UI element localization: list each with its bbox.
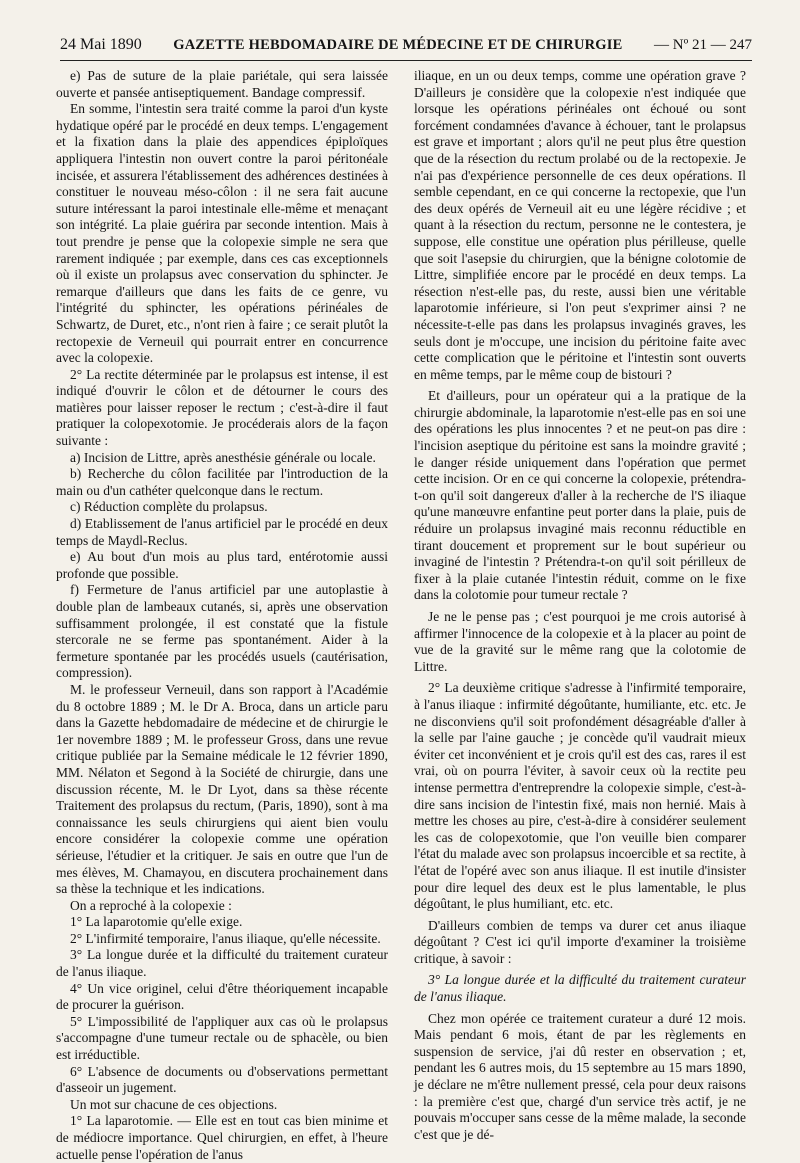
paragraph: e) Pas de suture de la plaie pariétale, qui sera laissée ouverte et pansée antiseptiquement. Bandage compressif. — [56, 68, 388, 100]
section-heading: 3° La longue durée et la difficulté du traitement curateur de l'anus iliaque. — [414, 972, 746, 1005]
paragraph: Un mot sur chacune de ces objections. — [70, 1096, 278, 1112]
running-header — [60, 36, 752, 60]
issue-page-number: — Nº 21 — 247 — [654, 37, 752, 53]
paragraph: iliaque, en un ou deux temps, comme une opération grave ? D'ailleurs je considère que la colopexie n'est indiquée que lorsque les opérations périnéales ont échoué ou sont forcément condamnées d'avance à échouer, tant le prolapsus est grave et important ; alors qu'il ne peut plus être question que de la résection du rectum prolabé ou de la rectopexie. Je n'ai pas d'expérience personnelle de ces deux opérations. Il semble cependant, en ce qui concerne la rectopexie, que l'un des deux opérés de Verneuil ait eu une légère récidive ; et quant à la résection du rectum, personne ne le contestera, je suppose, elle constitue une opération plus périlleuse, quelle que soit l'asepsie du chirurgien, que la bénigne colotomie de Littre, simplifiée encore par le procédé en deux temps. La résection n'est-elle pas, du reste, aussi bien une véritable laparotomie inférieure, si l'on peut s'exprimer ainsi ? ne nécessite-t-elle pas dans les prolapsus invaginés graves, les seuls dont je m'occupe, une incision du péritoine faite avec cette complication que le péritoine et l'intestin sont ouverts en même temps, par le même coup de bistouri ? — [414, 68, 746, 382]
paragraph: 2° L'infirmité temporaire, l'anus iliaque, qu'elle nécessite. — [70, 930, 381, 946]
paragraph: 6° L'absence de documents ou d'observations permettant d'asseoir un jugement. — [56, 1063, 388, 1096]
paragraph: 1° La laparotomie qu'elle exige. — [70, 914, 243, 930]
paragraph: a) Incision de Littre, après anesthésie générale ou locale. — [70, 449, 376, 465]
right-column — [414, 68, 746, 1142]
journal-title: GAZETTE HEBDOMADAIRE DE MÉDECINE ET DE CHIRURGIE — [173, 37, 623, 53]
paragraph: f) Fermeture de l'anus artificiel par une autoplastie à double plan de lambeaux cutanés, si, après une observation suffisamment prolongée, il est constaté que la fistule stercorale ne se ferme pas spontanément. Aider à la fermeture spontanée par les procédés usuels (cautérisation, compression). — [56, 582, 388, 681]
paragraph: 2° La rectite déterminée par le prolapsus est intense, il est indiqué d'ouvrir le côlon et de détourner le cours des matières pour laisser reposer le rectum ; c'est-à-dire il faut pratiquer la colopexotomie. Je procéderais alors de la façon suivante : — [56, 366, 388, 449]
paragraph: Chez mon opérée ce traitement curateur a duré 12 mois. Mais pendant 6 mois, étant de par les règlements en suspension de service, j'ai dû rester en observation ; et, pendant les 6 autres mois, du 15 septembre au 15 mars 1890, je déclare ne m'être nullement pressé, cela pour deux raisons : la première c'est que, chargé d'un service très actif, je ne pouvais m'occuper sans cesse de la même malade, la seconde c'est que je dé- — [414, 1010, 746, 1142]
paragraph: 4° Un vice originel, celui d'être théoriquement incapable de procurer la guérison. — [56, 980, 388, 1013]
paragraph: En somme, l'intestin sera traité comme la paroi d'un kyste hydatique opéré par le procédé en deux temps. L'engagement et la fixation dans la plaie des appendices épiploïques appliquera l'intestin non ouvert contre la paroi péritonéale incisée, et assurera l'établissement des adhérences destinées à constituer le nouveau méso-côlon : il ne sera fait aucune suture intéressant la paroi intestinale elle-même et menaçant son intégrité. La plaie guérira par seconde intention. Mais à tout prendre je pense que la colopexie simple ne sera que rarement indiquée ; par exemple, dans ces cas exceptionnels où il existe un prolapsus avec conservation du sphincter. Je remarque d'ailleurs que dans les faits de ce genre, vu l'intégrité du sphincter, les opérations périnéales de Schwartz, de Duret, etc., n'ont rien à faire ; ce serait plutôt la rectopexie de Verneuil qui pourrait entrer en concurrence avec la colopexie. — [56, 101, 388, 366]
paragraph: On a reproché à la colopexie : — [70, 897, 232, 913]
left-column — [56, 68, 388, 1162]
header-rule — [60, 60, 752, 61]
paragraph: b) Recherche du côlon facilitée par l'introduction de la main ou d'un cathéter quelconque dans le rectum. — [56, 466, 388, 498]
paragraph: Et d'ailleurs, pour un opérateur qui a la pratique de la chirurgie abdominale, la laparotomie n'est-elle pas en soi une des opérations les plus innocentes ? et ne peut-on pas dire : l'incision aseptique du péritoine est sans la moindre gravité ; le danger réside uniquement dans l'opération que permet cette incision. Or en ce qui concerne la colopexie, prétendra-t-on qu'il soit dangereux d'aller à la recherche de l'S iliaque qu'une manœuvre enfantine peut porter dans la plaie, puis de réduire un prolapsus invaginé mais reconnu réductible en tirant doucement et proprement sur le bout supérieur ou invaginé de l'intestin ? Prétendra-t-on qu'il soit périlleux de fixer à la plaie cutanée l'intestin réduit, comme on le fixe dans la colotomie pour tumeur rectale ? — [414, 388, 746, 603]
paragraph: 3° La longue durée et la difficulté du traitement curateur de l'anus iliaque. — [56, 947, 388, 980]
paragraph: 1° La laparotomie. — Elle est en tout cas bien minime et de médiocre importance. Quel chirurgien, en effet, à l'heure actuelle pense l'opération de l'anus — [56, 1113, 388, 1162]
paragraph: M. le professeur Verneuil, dans son rapport à l'Académie du 8 octobre 1889 ; M. le Dr A. Broca, dans un article paru dans la Gazette hebdomadaire de médecine et de chirurgie le 1er novembre 1889 ; M. le professeur Gross, dans une revue critique publiée par la Semaine médicale le 12 février 1890, MM. Nélaton et Segond à la Société de chirurgie, dans une discussion récente, M. le Dr Lyot, dans sa thèse récente Traitement des prolapsus du rectum, (Paris, 1890), sont à ma connaissance les seuls chirurgiens qui aient bien voulu encore considérer la colopexie comme une opération sérieuse, l'étudier et la critiquer. Je sais en outre que l'un de mes élèves, M. Chamayou, en discutera prochainement dans sa thèse la technique et les indications. — [56, 681, 388, 897]
paragraph: c) Réduction complète du prolapsus. — [70, 499, 268, 515]
paragraph: D'ailleurs combien de temps va durer cet anus iliaque dégoûtant ? C'est ici qu'il importe d'examiner la troisième critique, à savoir : — [414, 917, 746, 966]
paragraph: Je ne le pense pas ; c'est pourquoi je me crois autorisé à affirmer l'innocence de la colopexie et à la placer au point de vue de la gravité sur le même rang que la colotomie de Littre. — [414, 609, 746, 674]
paragraph: d) Etablissement de l'anus artificiel par le procédé en deux temps de Maydl-Reclus. — [56, 516, 388, 548]
paragraph: 2° La deuxième critique s'adresse à l'infirmité temporaire, à l'anus iliaque : infirmité dégoûtante, humiliante, etc. etc. Je ne disconviens qu'il soit profondément désagréable d'aller à la selle par l'aine gauche ; je concède qu'il vaudrait mieux éviter cet inconvénient et je crois qu'il est des cas, rares il est vrai, où on pourra l'éviter, à savoir ceux où la rectite peu intense permettra d'entreprendre la colopexie simple, c'est-à-dire sans incision de l'intestin fixé, mais non hernié. Mais à mettre les choses au pire, c'est-à-dire à considérer seulement les cas de colopexotomie, que l'on veuille bien comparer l'état du malade avec son prolapsus incoercible et sa rectite, à l'état de l'opéré avec son anus iliaque. Il est inutile d'insister pour dire lequel des deux est le plus lamentable, le plus dégoûtant, le plus humiliant, etc. etc. — [414, 680, 746, 912]
paragraph: 5° L'impossibilité de l'appliquer aux cas où le prolapsus s'accompagne d'une tumeur rectale ou de sphacèle, ou bien est irréductible. — [56, 1013, 388, 1063]
paragraph: e) Au bout d'un mois au plus tard, entérotomie aussi profonde que possible. — [56, 549, 388, 581]
header-date: 24 Mai 1890 — [60, 36, 142, 53]
